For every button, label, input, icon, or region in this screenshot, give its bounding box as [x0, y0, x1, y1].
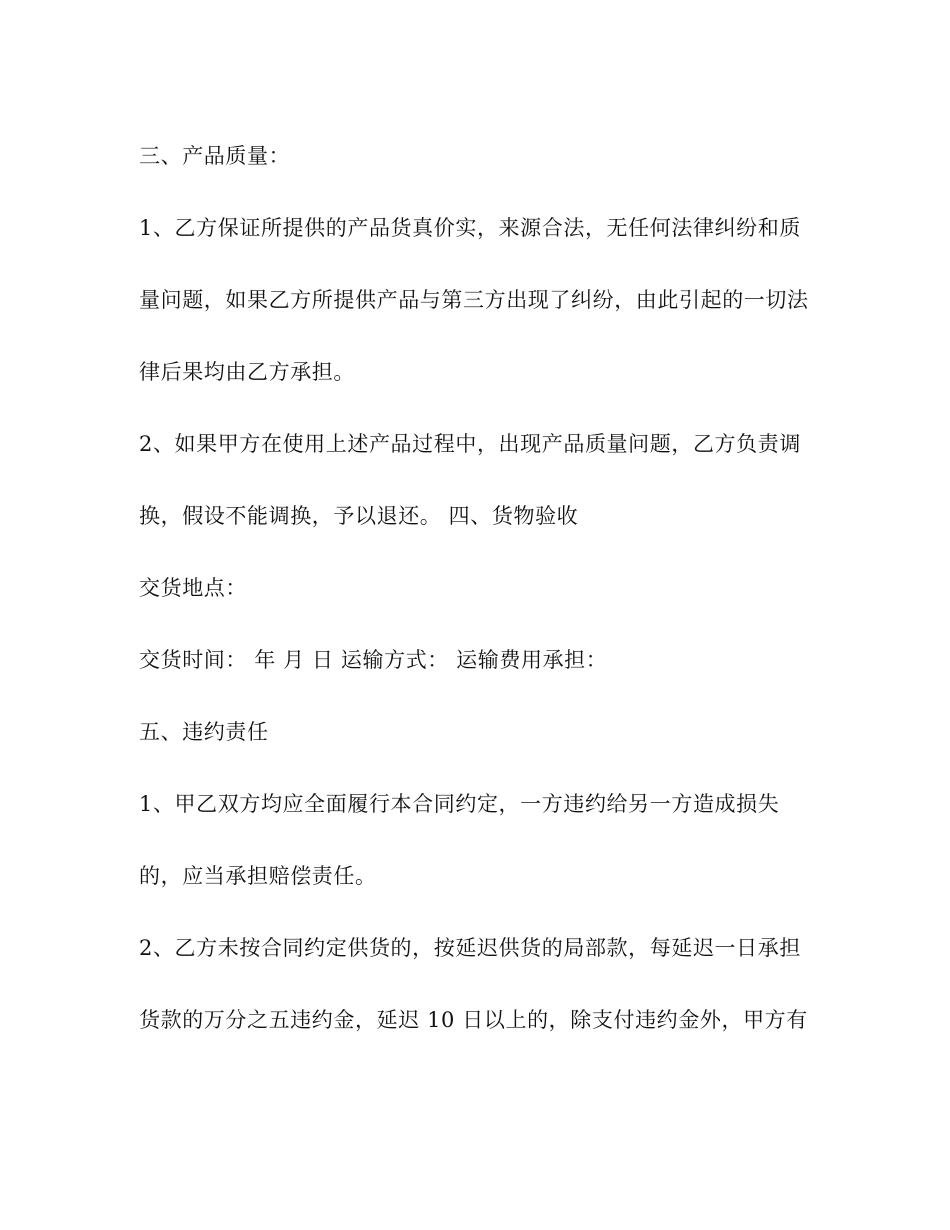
paragraph-line: 交货地点： [139, 576, 247, 600]
paragraph-line: 货款的万分之五违约金，延迟 10 日以上的，除支付违约金外，甲方有 [139, 1008, 808, 1032]
paragraph-line: 2、乙方未按合同约定供货的，按延迟供货的局部款，每延迟一日承担 [139, 936, 801, 960]
paragraph-line: 2、如果甲方在使用上述产品过程中，出现产品质量问题，乙方负责调 [139, 432, 801, 456]
paragraph-line: 换，假设不能调换，予以退还。 四、货物验收 [139, 504, 579, 528]
paragraph-line: 律后果均由乙方承担。 [139, 360, 355, 384]
section-heading-product-quality: 三、产品质量： [139, 144, 291, 168]
paragraph-line: 1、甲乙双方均应全面履行本合同约定，一方违约给另一方造成损失 [139, 792, 780, 816]
paragraph-line: 1、乙方保证所提供的产品货真价实，来源合法，无任何法律纠纷和质 [139, 216, 801, 240]
paragraph-line: 量问题，如果乙方所提供产品与第三方出现了纠纷，由此引起的一切法 [139, 288, 809, 312]
section-heading-breach-liability: 五、违约责任 [139, 720, 269, 744]
paragraph-line: 交货时间： 年 月 日 运输方式： 运输费用承担： [139, 648, 608, 672]
paragraph-line: 的，应当承担赔偿责任。 [139, 864, 377, 888]
